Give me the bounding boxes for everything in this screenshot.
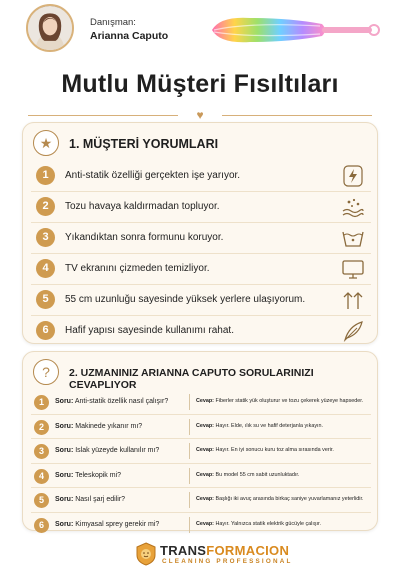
question-text: Soru: Kimyasal sprey gerekir mi? (55, 520, 160, 528)
reviews-section-title: 1. MÜŞTERİ YORUMLARI (69, 137, 219, 151)
review-row (31, 285, 371, 316)
arrows-up-icon (341, 289, 365, 311)
answer-text: Cevap: Bu model 55 cm sabit uzunluktadır. (196, 471, 300, 478)
qa-row (31, 488, 371, 513)
review-number: 6 (36, 321, 55, 340)
qa-section (22, 351, 378, 531)
qa-row (31, 415, 371, 440)
qa-number: 2 (34, 420, 49, 435)
question-text: Soru: Makinede yıkanır mı? (55, 422, 143, 430)
review-text: Hafif yapısı sayesinde kullanımı rahat. (65, 325, 234, 336)
brand-logo-text: TRANSFORMACION (160, 543, 290, 558)
review-row (31, 161, 371, 192)
tv-icon (341, 258, 365, 280)
review-number: 2 (36, 197, 55, 216)
qa-list (31, 390, 371, 537)
heart-icon: ♥ (196, 108, 204, 122)
header (0, 0, 400, 62)
question-text: Soru: Anti-statik özellik nasıl çalışır? (55, 398, 169, 405)
lightning-icon (341, 165, 365, 187)
review-number: 4 (36, 259, 55, 278)
review-text: Anti-statik özelliği gerçekten işe yarıyor. (65, 170, 241, 181)
wash-icon (341, 227, 365, 249)
page-title: Mutlu Müşteri Fısıltıları (61, 70, 339, 98)
brand-tagline: CLEANING PROFESSIONAL (162, 558, 293, 565)
answer-text: Cevap: Fiberler statik yük oluşturur ve tozu çekerek yüzeye hapseder. (196, 398, 364, 404)
review-text: Yıkandıktan sonra formunu koruyor. (65, 232, 224, 243)
footer (0, 540, 400, 570)
lion-logo-icon (135, 542, 157, 566)
reviews-section (22, 122, 378, 344)
review-text: 55 cm uzunluğu sayesinde yüksek yerlere ulaşıyorum. (65, 294, 306, 305)
advisor-avatar (26, 4, 74, 52)
review-row (31, 254, 371, 285)
dust-icon (341, 196, 365, 218)
qa-section-title: 2. UZMANINIZ ARIANNA CAPUTO SORULARINIZI CEVAPLIYOR (69, 367, 314, 391)
question-text: Soru: Islak yüzeyde kullanılır mı? (55, 447, 160, 454)
review-row (31, 192, 371, 223)
feather-icon (341, 320, 365, 342)
qa-row (31, 439, 371, 464)
review-number: 5 (36, 290, 55, 309)
qa-row (31, 464, 371, 489)
qa-number: 3 (34, 444, 49, 459)
answer-text: Cevap: Hayır. En iyi sonucu kuru toz alma sırasında verir. (196, 447, 334, 453)
qa-row (31, 513, 371, 538)
question-bubble-icon: ? (33, 359, 59, 385)
review-number: 3 (36, 228, 55, 247)
review-row (31, 223, 371, 254)
title-divider (28, 110, 372, 120)
reviews-list (31, 161, 371, 347)
question-text: Soru: Teleskopik mi? (55, 471, 122, 479)
answer-text: Cevap: Hayır. Elde, ılık su ve hafif deterjanla yıkayın. (196, 422, 324, 429)
qa-number: 6 (34, 518, 49, 533)
answer-text: Cevap: Hayır. Yalnızca statik elektrik gücüyle çalışır. (196, 520, 322, 527)
review-number: 1 (36, 166, 55, 185)
qa-number: 4 (34, 469, 49, 484)
advisor-label: Danışman: (90, 17, 136, 28)
answer-text: Cevap: Başlığı iki avuç arasında birkaç saniye yuvarlamanız yeterlidir. (196, 496, 364, 502)
star-icon: ★ (33, 130, 59, 156)
review-text: TV ekranını çizmeden temizliyor. (65, 263, 210, 274)
qa-number: 1 (34, 395, 49, 410)
advisor-name: Arianna Caputo (90, 30, 169, 42)
question-text: Soru: Nasıl şarj edilir? (55, 496, 126, 503)
review-text: Tozu havaya kaldırmadan topluyor. (65, 201, 220, 212)
review-row (31, 316, 371, 347)
qa-number: 5 (34, 493, 49, 508)
qa-row (31, 390, 371, 415)
duster-product-image (210, 12, 380, 48)
